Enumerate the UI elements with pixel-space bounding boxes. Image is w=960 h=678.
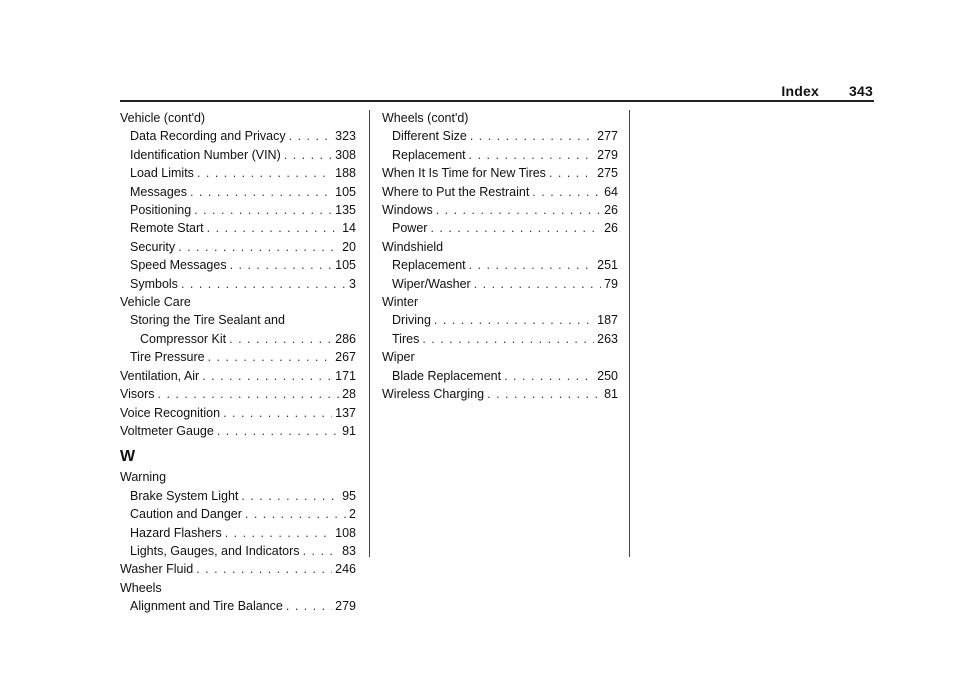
index-heading: [120, 579, 356, 597]
entry-page-number: 3: [349, 276, 356, 291]
dot-leader: [194, 201, 332, 219]
entry-page-number: 91: [342, 423, 356, 438]
entry-text: Washer Fluid: [120, 562, 194, 577]
dot-leader: [436, 201, 601, 219]
entry-text: Voltmeter Gauge: [120, 423, 214, 438]
index-heading: [120, 109, 356, 127]
entry-page-number: 95: [342, 488, 356, 503]
dot-leader: [207, 219, 339, 237]
entry-text: Windows: [382, 203, 433, 218]
index-column-1: [120, 109, 356, 616]
index-entry: [120, 183, 356, 201]
entry-text: Driving: [392, 313, 431, 328]
index-entry: [120, 146, 356, 164]
entry-text: Lights, Gauges, and Indicators: [130, 543, 300, 558]
index-entry: [382, 311, 618, 329]
entry-text: Compressor Kit: [140, 331, 227, 346]
index-entry: [120, 219, 356, 237]
index-entry: [120, 127, 356, 145]
entry-text: Blade Replacement: [392, 368, 502, 383]
index-entry: [382, 201, 618, 219]
dot-leader: [245, 505, 346, 523]
entry-page-number: 187: [597, 313, 618, 328]
entry-text: Ventilation, Air: [120, 368, 200, 383]
dot-leader: [190, 183, 332, 201]
index-entry: [120, 487, 356, 505]
entry-text: Caution and Danger: [130, 507, 242, 522]
index-entry: [120, 256, 356, 274]
entry-page-number: 267: [335, 350, 356, 365]
entry-page-number: 263: [597, 331, 618, 346]
entry-text: Wireless Charging: [382, 387, 485, 402]
index-heading: [120, 293, 356, 311]
entry-text: Data Recording and Privacy: [130, 129, 286, 144]
entry-text: Security: [130, 239, 176, 254]
dot-leader: [217, 422, 339, 440]
dot-leader: [469, 256, 594, 274]
entry-text: Load Limits: [130, 166, 194, 181]
entry-page-number: 188: [335, 166, 356, 181]
entry-text: Speed Messages: [130, 258, 227, 273]
entry-page-number: 64: [604, 184, 618, 199]
dot-leader: [434, 311, 594, 329]
index-entry: [120, 164, 356, 182]
entry-text: Remote Start: [130, 221, 204, 236]
dot-leader: [469, 146, 594, 164]
entry-text: Symbols: [130, 276, 178, 291]
index-entry: [382, 385, 618, 403]
dot-leader: [474, 275, 601, 293]
dot-leader: [225, 524, 332, 542]
entry-page-number: 14: [342, 221, 356, 236]
entry-page-number: 279: [335, 599, 356, 614]
entry-text: Identification Number (VIN): [130, 147, 281, 162]
entry-text: Different Size: [392, 129, 467, 144]
entry-page-number: 250: [597, 368, 618, 383]
index-entry: [382, 275, 618, 293]
index-entry: [382, 219, 618, 237]
entry-text: Alignment and Tire Balance: [130, 599, 283, 614]
entry-page-number: 323: [335, 129, 356, 144]
page-title: Index: [781, 83, 819, 99]
dot-leader: [241, 487, 339, 505]
entry-text: Wheels (cont'd): [382, 111, 469, 125]
dot-leader: [158, 385, 340, 403]
entry-text: Power: [392, 221, 428, 236]
dot-leader: [202, 367, 332, 385]
dot-leader: [487, 385, 601, 403]
entry-text: Visors: [120, 387, 155, 402]
index-entry: [382, 367, 618, 385]
index-group-w: [120, 468, 356, 615]
dot-leader: [422, 330, 594, 348]
page-number: 343: [849, 83, 873, 99]
entry-page-number: 81: [604, 387, 618, 402]
dot-leader: [229, 330, 332, 348]
page-header: [781, 83, 873, 99]
entry-text: When It Is Time for New Tires: [382, 166, 546, 181]
dot-leader: [230, 256, 333, 274]
index-entry: [120, 542, 356, 560]
section-letter: W: [120, 448, 136, 466]
entry-text: Warning: [120, 470, 167, 485]
column-divider: [369, 110, 370, 557]
dot-leader: [178, 238, 339, 256]
entry-page-number: 105: [335, 258, 356, 273]
entry-page-number: 251: [597, 258, 618, 273]
dot-leader: [284, 146, 332, 164]
entry-text: Brake System Light: [130, 488, 239, 503]
dot-leader: [532, 183, 601, 201]
index-group-w-cont: [382, 109, 618, 404]
dot-leader: [223, 404, 332, 422]
entry-page-number: 26: [604, 221, 618, 236]
entry-page-number: 137: [335, 405, 356, 420]
dot-leader: [289, 127, 333, 145]
index-entry: [120, 524, 356, 542]
index-entry: [382, 146, 618, 164]
index-entry: [120, 275, 356, 293]
column-divider: [629, 110, 630, 557]
entry-page-number: 83: [342, 543, 356, 558]
dot-leader: [303, 542, 340, 560]
dot-leader: [286, 597, 332, 615]
dot-leader: [197, 164, 332, 182]
index-entry: [120, 404, 356, 422]
entry-text: Positioning: [130, 203, 192, 218]
entry-page-number: 79: [604, 276, 618, 291]
index-heading: [382, 238, 618, 256]
header-rule: [120, 100, 874, 102]
dot-leader: [430, 219, 601, 237]
entry-page-number: 28: [342, 387, 356, 402]
entry-page-number: 108: [335, 525, 356, 540]
entry-page-number: 20: [342, 239, 356, 254]
entry-page-number: 277: [597, 129, 618, 144]
entry-text: Winter: [382, 295, 419, 310]
index-entry: [120, 330, 356, 348]
dot-leader: [208, 348, 333, 366]
index-heading: [382, 293, 618, 311]
index-entry: [120, 201, 356, 219]
dot-leader: [181, 275, 346, 293]
index-entry: [120, 385, 356, 403]
dot-leader: [549, 164, 594, 182]
index-heading: [120, 468, 356, 486]
entry-text: Where to Put the Restraint: [382, 184, 530, 199]
entry-page-number: 279: [597, 147, 618, 162]
entry-text: Tire Pressure: [130, 350, 205, 365]
entry-page-number: 26: [604, 203, 618, 218]
entry-page-number: 135: [335, 203, 356, 218]
entry-page-number: 308: [335, 147, 356, 162]
entry-text: Tires: [392, 331, 420, 346]
entry-text: Wiper: [382, 350, 415, 365]
index-entry: [382, 256, 618, 274]
index-group-v: [120, 109, 356, 440]
entry-text: Voice Recognition: [120, 405, 221, 420]
index-entry: [382, 330, 618, 348]
entry-text: Replacement: [392, 258, 466, 273]
index-entry: [382, 183, 618, 201]
index-column-2: [382, 109, 618, 404]
dot-leader: [504, 367, 594, 385]
entry-text: Wheels: [120, 580, 162, 595]
entry-page-number: 275: [597, 166, 618, 181]
entry-text: Replacement: [392, 147, 466, 162]
index-entry: [120, 348, 356, 366]
entry-page-number: 2: [349, 507, 356, 522]
entry-page-number: 246: [335, 562, 356, 577]
index-heading: [382, 348, 618, 366]
index-entry: [120, 238, 356, 256]
index-entry: [382, 164, 618, 182]
index-entry: [120, 505, 356, 523]
entry-page-number: 171: [335, 368, 356, 383]
index-entry: [120, 560, 356, 578]
index-entry: [120, 597, 356, 615]
index-heading: [382, 109, 618, 127]
entry-text: Hazard Flashers: [130, 525, 222, 540]
entry-text: Windshield: [382, 239, 444, 254]
entry-page-number: 286: [335, 331, 356, 346]
index-entry: [120, 367, 356, 385]
entry-text: Wiper/Washer: [392, 276, 471, 291]
entry-page-number: 105: [335, 184, 356, 199]
dot-leader: [470, 127, 594, 145]
entry-text: Messages: [130, 184, 187, 199]
index-heading: [120, 311, 356, 329]
dot-leader: [196, 560, 332, 578]
entry-text: Vehicle Care: [120, 295, 191, 310]
index-entry: [382, 127, 618, 145]
entry-text: Storing the Tire Sealant and: [130, 313, 285, 328]
entry-text: Vehicle (cont'd): [120, 111, 206, 125]
index-entry: [120, 422, 356, 440]
